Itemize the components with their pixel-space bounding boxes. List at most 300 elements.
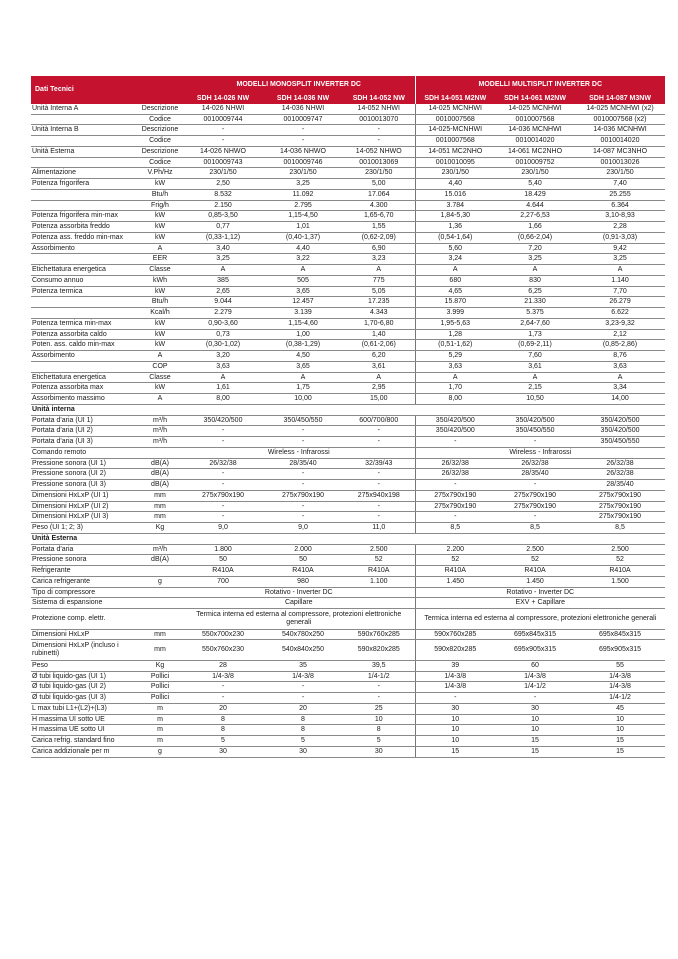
value-cell: 590x760x285 — [343, 629, 415, 640]
value-cell: 0,73 — [183, 329, 263, 340]
table-row — [31, 394, 665, 405]
value-cell: 350/420/500 — [575, 426, 665, 437]
value-cell: 0010007568 — [415, 114, 495, 125]
value-cell: 350/420/500 — [495, 415, 575, 426]
value-cell: R410A — [575, 566, 665, 577]
value-cell: 30 — [415, 703, 495, 714]
row-label: L max tubi L1+(L2)+(L3) — [31, 703, 137, 714]
value-cell: 275x790x190 — [183, 490, 263, 501]
row-unit: kW — [137, 179, 183, 190]
value-cell: - — [183, 693, 263, 704]
table-row — [31, 340, 665, 351]
row-label: Assorbimento — [31, 351, 137, 362]
value-cell: 8 — [183, 725, 263, 736]
row-label: Etichettatura energetica — [31, 372, 137, 383]
row-unit: kW — [137, 286, 183, 297]
row-unit: mm — [137, 629, 183, 640]
row-unit — [137, 447, 183, 458]
value-cell: 1,15-4,60 — [263, 318, 343, 329]
table-row — [31, 480, 665, 491]
value-cell: 695x905x315 — [495, 640, 575, 661]
row-unit: Kcal/h — [137, 308, 183, 319]
value-cell: 1/4-1/2 — [575, 693, 665, 704]
row-label: Protezione comp. elettr. — [31, 609, 137, 630]
value-cell: 1/4-1/2 — [343, 671, 415, 682]
value-cell: 0010009746 — [263, 157, 343, 168]
value-cell: - — [343, 501, 415, 512]
table-row — [31, 136, 665, 147]
value-cell: 1.450 — [415, 576, 495, 587]
value-cell: 14-061 MC2NHO — [495, 146, 575, 157]
value-cell: - — [343, 512, 415, 523]
value-cell: 2.795 — [263, 200, 343, 211]
row-unit: kWh — [137, 275, 183, 286]
value-cell: A — [495, 372, 575, 383]
value-cell: - — [495, 512, 575, 523]
value-cell: 2.150 — [183, 200, 263, 211]
value-cell: 4.644 — [495, 200, 575, 211]
value-cell: A — [575, 372, 665, 383]
model-header: SDH 14-061 M2NW — [504, 95, 566, 102]
value-cell: 3,25 — [495, 254, 575, 265]
row-unit: g — [137, 576, 183, 587]
row-label — [31, 157, 137, 168]
row-unit: m³/h — [137, 415, 183, 426]
value-cell: 14,00 — [575, 394, 665, 405]
value-cell: 26/32/38 — [495, 458, 575, 469]
value-cell: 3,65 — [263, 361, 343, 372]
table-row — [31, 640, 665, 661]
row-label: Potenza termica min-max — [31, 318, 137, 329]
mono-span-value: Rotativo - Inverter DC — [183, 587, 415, 598]
value-cell: 28/35/40 — [263, 458, 343, 469]
value-cell: 275x790x190 — [575, 512, 665, 523]
value-cell: 15.870 — [415, 297, 495, 308]
value-cell: 26/32/38 — [575, 469, 665, 480]
value-cell: 2,28 — [575, 222, 665, 233]
row-unit — [137, 598, 183, 609]
row-unit: A — [137, 351, 183, 362]
multi-span-value: Rotativo - Inverter DC — [415, 587, 665, 598]
row-label: Dimensioni HxLxP — [31, 629, 137, 640]
table-row — [31, 458, 665, 469]
row-unit — [137, 609, 183, 630]
value-cell: 21.330 — [495, 297, 575, 308]
value-cell: 230/1/50 — [495, 168, 575, 179]
table-row — [31, 243, 665, 254]
value-cell: - — [495, 693, 575, 704]
row-label — [31, 136, 137, 147]
table-row — [31, 104, 665, 114]
table-row — [31, 576, 665, 587]
value-cell: 14-052 NHWI — [343, 104, 415, 114]
row-label: Potenza frigorifera — [31, 179, 137, 190]
value-cell: 0010014020 — [575, 136, 665, 147]
value-cell: 3,22 — [263, 254, 343, 265]
table-row — [31, 725, 665, 736]
row-label: Assorbimento — [31, 243, 137, 254]
value-cell: 39,5 — [343, 660, 415, 671]
value-cell: 4,65 — [415, 286, 495, 297]
value-cell: 2.000 — [263, 544, 343, 555]
row-label — [31, 200, 137, 211]
row-label — [31, 254, 137, 265]
value-cell: 350/420/500 — [415, 415, 495, 426]
table-row — [31, 736, 665, 747]
value-cell: 3,34 — [575, 383, 665, 394]
value-cell: 3,24 — [415, 254, 495, 265]
value-cell: 2.500 — [343, 544, 415, 555]
row-label — [31, 189, 137, 200]
value-cell: 1/4-3/8 — [183, 671, 263, 682]
row-unit: dB(A) — [137, 480, 183, 491]
value-cell: 1,66 — [495, 222, 575, 233]
value-cell: - — [415, 437, 495, 448]
table-row — [31, 146, 665, 157]
value-cell: (0,33-1,12) — [183, 232, 263, 243]
value-cell: 9,0 — [263, 523, 343, 534]
value-cell: 1,75 — [263, 383, 343, 394]
value-cell: 25.255 — [575, 189, 665, 200]
value-cell: 8,00 — [415, 394, 495, 405]
value-cell: 26/32/38 — [415, 469, 495, 480]
row-unit: m — [137, 714, 183, 725]
value-cell: - — [183, 469, 263, 480]
value-cell: 2.279 — [183, 308, 263, 319]
value-cell: - — [343, 469, 415, 480]
row-label: Dimensioni HxLxP (incluso i rubinetti) — [31, 640, 137, 661]
table-row — [31, 222, 665, 233]
row-unit: Pollici — [137, 693, 183, 704]
value-cell: 55 — [575, 660, 665, 671]
value-cell: 695x905x315 — [575, 640, 665, 661]
value-cell: 17.235 — [343, 297, 415, 308]
value-cell: 275x790x190 — [575, 501, 665, 512]
value-cell: 0010007568 — [495, 114, 575, 125]
value-cell: 6,25 — [495, 286, 575, 297]
value-cell: 20 — [183, 703, 263, 714]
value-cell: - — [183, 437, 263, 448]
row-unit: Pollici — [137, 671, 183, 682]
value-cell: 550x760x230 — [183, 640, 263, 661]
table-row — [31, 232, 665, 243]
value-cell: 3,63 — [183, 361, 263, 372]
value-cell: 0010013069 — [343, 157, 415, 168]
value-cell: 3,25 — [183, 254, 263, 265]
value-cell: 3,20 — [183, 351, 263, 362]
value-cell: 2.500 — [575, 544, 665, 555]
value-cell: 0010007568 (x2) — [575, 114, 665, 125]
value-cell: 5 — [263, 736, 343, 747]
value-cell: 1.140 — [575, 275, 665, 286]
value-cell: 39 — [415, 660, 495, 671]
value-cell: A — [415, 372, 495, 383]
table-row — [31, 426, 665, 437]
table-row — [31, 308, 665, 319]
value-cell: 275x790x190 — [495, 490, 575, 501]
row-unit: Classe — [137, 372, 183, 383]
table-row — [31, 415, 665, 426]
table-row — [31, 598, 665, 609]
value-cell: 1,95-5,63 — [415, 318, 495, 329]
table-row — [31, 372, 665, 383]
value-cell: 6,20 — [343, 351, 415, 362]
value-cell: R410A — [183, 566, 263, 577]
row-unit: m — [137, 703, 183, 714]
header-group-row — [31, 76, 665, 94]
multi-group-header: MODELLI MULTISPLIT INVERTER DC — [415, 76, 665, 94]
row-label: Sistema di espansione — [31, 598, 137, 609]
value-cell: 0010013026 — [575, 157, 665, 168]
value-cell: 3,63 — [415, 361, 495, 372]
technical-data-sheet — [31, 76, 665, 758]
value-cell: - — [415, 512, 495, 523]
value-cell: 0010009747 — [263, 114, 343, 125]
value-cell: 4.300 — [343, 200, 415, 211]
row-label: Poten. ass. caldo min-max — [31, 340, 137, 351]
value-cell: - — [263, 693, 343, 704]
value-cell: 45 — [575, 703, 665, 714]
value-cell: 14-025 MCNHWI — [415, 104, 495, 114]
table-row — [31, 629, 665, 640]
value-cell: 7,40 — [575, 179, 665, 190]
row-unit: Frig/h — [137, 200, 183, 211]
value-cell: 8,5 — [575, 523, 665, 534]
table-row — [31, 490, 665, 501]
row-unit: dB(A) — [137, 458, 183, 469]
value-cell: 0010013070 — [343, 114, 415, 125]
value-cell: A — [263, 265, 343, 276]
value-cell: (0,30-1,02) — [183, 340, 263, 351]
value-cell: 52 — [415, 555, 495, 566]
row-label: Ø tubi liquido-gas (UI 3) — [31, 693, 137, 704]
value-cell: 15,00 — [343, 394, 415, 405]
value-cell: 775 — [343, 275, 415, 286]
table-row — [31, 168, 665, 179]
row-unit: kW — [137, 340, 183, 351]
value-cell: A — [183, 265, 263, 276]
value-cell: - — [183, 682, 263, 693]
value-cell: 15 — [415, 746, 495, 757]
value-cell: 26/32/38 — [415, 458, 495, 469]
value-cell: 2,95 — [343, 383, 415, 394]
mono-group-header: MODELLI MONOSPLIT INVERTER DC — [236, 81, 361, 88]
value-cell: 540x780x250 — [263, 629, 343, 640]
value-cell: A — [183, 372, 263, 383]
value-cell: 8 — [263, 714, 343, 725]
row-label: Potenza assorbita freddo — [31, 222, 137, 233]
row-unit: m — [137, 725, 183, 736]
value-cell: 3,40 — [183, 243, 263, 254]
value-cell: 3,10-8,93 — [575, 211, 665, 222]
value-cell: 505 — [263, 275, 343, 286]
value-cell: 1,61 — [183, 383, 263, 394]
table-row — [31, 351, 665, 362]
table-row — [31, 682, 665, 693]
row-label: Unità Interna A — [31, 104, 137, 114]
row-label: Carica refrigerante — [31, 576, 137, 587]
value-cell: 2.200 — [415, 544, 495, 555]
table-row — [31, 693, 665, 704]
row-unit: kW — [137, 211, 183, 222]
row-label: Assorbimento massimo — [31, 394, 137, 405]
row-label: Potenza assorbita max — [31, 383, 137, 394]
value-cell: 5,00 — [343, 179, 415, 190]
table-row — [31, 200, 665, 211]
row-unit: EER — [137, 254, 183, 265]
value-cell: 26.279 — [575, 297, 665, 308]
value-cell: - — [495, 480, 575, 491]
value-cell: 50 — [263, 555, 343, 566]
value-cell: 11.092 — [263, 189, 343, 200]
value-cell: (0,91-3,03) — [575, 232, 665, 243]
value-cell: 60 — [495, 660, 575, 671]
value-cell: 830 — [495, 275, 575, 286]
row-unit: kW — [137, 232, 183, 243]
value-cell: 5.375 — [495, 308, 575, 319]
value-cell: 350/420/500 — [415, 426, 495, 437]
row-unit: dB(A) — [137, 469, 183, 480]
value-cell: 8.532 — [183, 189, 263, 200]
table-row — [31, 512, 665, 523]
value-cell: 1,65-6,70 — [343, 211, 415, 222]
row-label: Portata d'aria (UI 3) — [31, 437, 137, 448]
value-cell: 8 — [343, 725, 415, 736]
row-unit: dB(A) — [137, 555, 183, 566]
value-cell: 10 — [575, 714, 665, 725]
value-cell: 3,63 — [575, 361, 665, 372]
table-row — [31, 318, 665, 329]
value-cell: R410A — [263, 566, 343, 577]
value-cell: 5 — [343, 736, 415, 747]
row-label — [31, 297, 137, 308]
row-unit: Kg — [137, 660, 183, 671]
table-row — [31, 179, 665, 190]
value-cell: 230/1/50 — [575, 168, 665, 179]
row-label: Comando remoto — [31, 447, 137, 458]
value-cell: 18.429 — [495, 189, 575, 200]
row-label: Potenza ass. freddo min-max — [31, 232, 137, 243]
value-cell: 10 — [343, 714, 415, 725]
row-unit: Codice — [137, 157, 183, 168]
value-cell: (0,85-2,86) — [575, 340, 665, 351]
value-cell: 2,15 — [495, 383, 575, 394]
value-cell: 590x760x285 — [415, 629, 495, 640]
table-row — [31, 501, 665, 512]
row-unit: kW — [137, 329, 183, 340]
row-label: Carica refrig. standard fino — [31, 736, 137, 747]
table-body — [31, 104, 665, 757]
value-cell: 3.999 — [415, 308, 495, 319]
value-cell: - — [263, 480, 343, 491]
value-cell: 0010010095 — [415, 157, 495, 168]
table-row — [31, 157, 665, 168]
value-cell: 14-026 NHWI — [183, 104, 263, 114]
value-cell: 1,55 — [343, 222, 415, 233]
value-cell: (0,51-1,62) — [415, 340, 495, 351]
row-unit: Descrizione — [137, 146, 183, 157]
value-cell: 15 — [575, 746, 665, 757]
value-cell: - — [263, 682, 343, 693]
row-unit: kW — [137, 383, 183, 394]
value-cell: 230/1/50 — [263, 168, 343, 179]
value-cell: 15 — [495, 746, 575, 757]
value-cell: - — [183, 501, 263, 512]
row-unit: g — [137, 746, 183, 757]
value-cell: 10,50 — [495, 394, 575, 405]
value-cell: (0,54-1,64) — [415, 232, 495, 243]
table-row — [31, 275, 665, 286]
value-cell: 8,76 — [575, 351, 665, 362]
specs-table — [31, 76, 665, 758]
row-label: Ø tubi liquido-gas (UI 1) — [31, 671, 137, 682]
value-cell: 275x790x190 — [575, 490, 665, 501]
row-unit: kW — [137, 318, 183, 329]
table-row — [31, 329, 665, 340]
row-label: Pressione sonora (UI 2) — [31, 469, 137, 480]
value-cell: 275x790x190 — [495, 501, 575, 512]
row-label: Dimensioni HxLxP (UI 3) — [31, 512, 137, 523]
row-label: Dimensioni HxLxP (UI 1) — [31, 490, 137, 501]
table-row — [31, 469, 665, 480]
value-cell: 2,65 — [183, 286, 263, 297]
value-cell: - — [415, 693, 495, 704]
value-cell: 8 — [263, 725, 343, 736]
value-cell: A — [495, 265, 575, 276]
row-unit: Descrizione — [137, 125, 183, 136]
value-cell: A — [415, 265, 495, 276]
value-cell: A — [343, 372, 415, 383]
table-row — [31, 211, 665, 222]
value-cell: 14-026 NHWO — [183, 146, 263, 157]
row-label — [31, 114, 137, 125]
value-cell: 10,00 — [263, 394, 343, 405]
row-unit: Codice — [137, 136, 183, 147]
value-cell: 10 — [575, 725, 665, 736]
value-cell: 230/1/50 — [415, 168, 495, 179]
value-cell: 8,5 — [495, 523, 575, 534]
value-cell: 350/450/550 — [575, 437, 665, 448]
row-label: Potenza termica — [31, 286, 137, 297]
row-unit: mm — [137, 490, 183, 501]
value-cell: 0010007568 — [415, 136, 495, 147]
value-cell: 28/35/40 — [575, 480, 665, 491]
value-cell: 2,12 — [575, 329, 665, 340]
value-cell: - — [183, 426, 263, 437]
value-cell: - — [263, 512, 343, 523]
value-cell: 9,42 — [575, 243, 665, 254]
value-cell: 700 — [183, 576, 263, 587]
row-unit: COP — [137, 361, 183, 372]
value-cell: 0010009743 — [183, 157, 263, 168]
value-cell: 1/4-3/8 — [415, 671, 495, 682]
value-cell: 1,84-5,30 — [415, 211, 495, 222]
value-cell: 5 — [183, 736, 263, 747]
value-cell: 2,27-6,53 — [495, 211, 575, 222]
row-label — [31, 361, 137, 372]
value-cell: 1.100 — [343, 576, 415, 587]
value-cell: 3,25 — [263, 179, 343, 190]
value-cell: 25 — [343, 703, 415, 714]
value-cell: 4,50 — [263, 351, 343, 362]
value-cell: 0010009744 — [183, 114, 263, 125]
value-cell: - — [343, 682, 415, 693]
model-header: SDH 14-087 M3NW — [589, 95, 651, 102]
value-cell: 26/32/38 — [183, 458, 263, 469]
value-cell: 7,20 — [495, 243, 575, 254]
value-cell: 50 — [183, 555, 263, 566]
mono-span-value: Capillare — [183, 598, 415, 609]
